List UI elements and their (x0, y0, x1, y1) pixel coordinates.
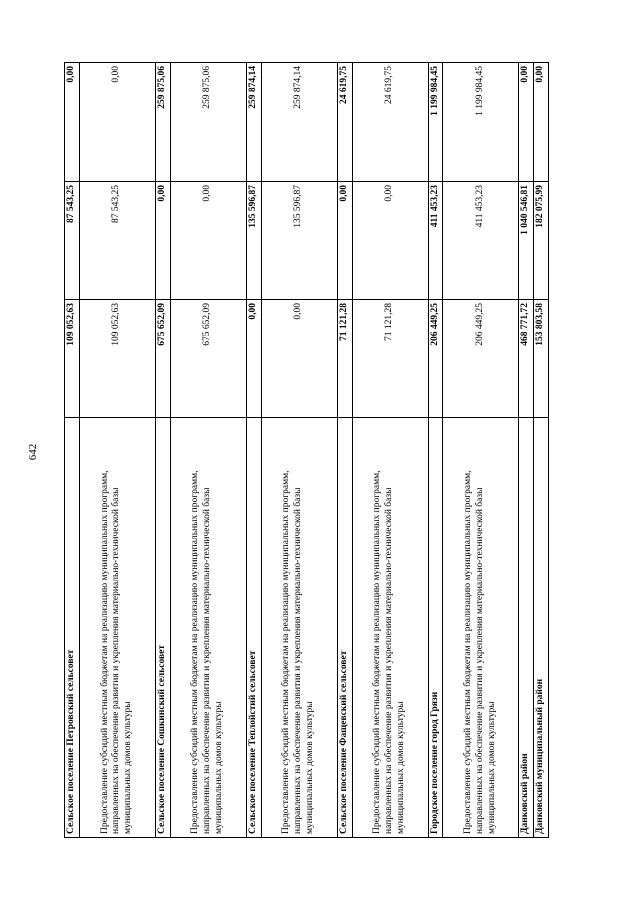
value-2019-cell: 71 121,28 (337, 300, 352, 418)
value-2020-cell: 0,00 (170, 182, 246, 300)
row-name-cell: Предоставление субсидий местным бюджетам на реализацию муниципальных программ, направленных на обеспечение развития и укрепления материально-технической базы муниципальных домов культуры (79, 418, 155, 838)
row-name-cell: Сельское поселение Фащевский сельсовет (337, 418, 352, 838)
row-name-cell: Сельское поселение Сошкинский сельсовет (155, 418, 170, 838)
value-2020-cell: 182 075,99 (534, 182, 549, 300)
value-2019-cell: 0,00 (261, 300, 337, 418)
table-row (261, 63, 337, 838)
table-row-total (534, 63, 549, 838)
value-2020-cell: 135 596,87 (246, 182, 261, 300)
value-2019-cell: 71 121,28 (352, 300, 428, 418)
table-row-total (155, 63, 170, 838)
value-2021-cell: 0,00 (65, 63, 80, 182)
value-2021-cell: 259 875,06 (170, 63, 246, 182)
value-2021-cell: 259 875,06 (155, 63, 170, 182)
value-2021-cell: 0,00 (519, 63, 534, 182)
value-2020-cell: 411 453,23 (428, 182, 443, 300)
table-row-total (337, 63, 352, 838)
value-2020-cell: 411 453,23 (443, 182, 519, 300)
row-name-cell: Данковский район (519, 418, 534, 838)
value-2020-cell: 1 040 546,81 (519, 182, 534, 300)
row-name-cell: Предоставление субсидий местным бюджетам на реализацию муниципальных программ, направленных на обеспечение развития и укрепления материально-технической базы муниципальных домов культуры (352, 418, 428, 838)
value-2019-cell: 0,00 (246, 300, 261, 418)
value-2021-cell: 0,00 (534, 63, 549, 182)
page-number: 642 (27, 443, 39, 461)
value-2021-cell: 1 199 984,45 (443, 63, 519, 182)
value-2019-cell: 109 052,63 (65, 300, 80, 418)
value-2020-cell: 0,00 (155, 182, 170, 300)
value-2020-cell: 87 543,25 (65, 182, 80, 300)
table-row (352, 63, 428, 838)
value-2021-cell: 0,00 (79, 63, 155, 182)
value-2019-cell: 468 771,72 (519, 300, 534, 418)
value-2021-cell: 1 199 984,45 (428, 63, 443, 182)
row-name-cell: Данковский муниципальный район (534, 418, 549, 838)
row-name-cell: Предоставление субсидий местным бюджетам на реализацию муниципальных программ, направленных на обеспечение развития и укрепления материально-технической базы муниципальных домов культуры (170, 418, 246, 838)
value-2021-cell: 259 874,14 (246, 63, 261, 182)
table-row (443, 63, 519, 838)
table-row-total (428, 63, 443, 838)
subsidy-table (64, 62, 549, 838)
value-2019-cell: 206 449,25 (428, 300, 443, 418)
table-row-total (519, 63, 534, 838)
value-2019-cell: 109 052,63 (79, 300, 155, 418)
table-row-total (65, 63, 80, 838)
row-name-cell: Городское поселение город Грязи (428, 418, 443, 838)
table-row (79, 63, 155, 838)
value-2021-cell: 24 619,75 (337, 63, 352, 182)
value-2019-cell: 153 803,58 (534, 300, 549, 418)
row-name-cell: Сельское поселение Теплойстий сельсовет (246, 418, 261, 838)
rotated-page-content (64, 63, 549, 838)
table-row (170, 63, 246, 838)
row-name-cell: Сельское поселение Петровский сельсовет (65, 418, 80, 838)
value-2021-cell: 24 619,75 (352, 63, 428, 182)
table-row-total (246, 63, 261, 838)
value-2021-cell: 259 874,14 (261, 63, 337, 182)
value-2019-cell: 675 652,09 (170, 300, 246, 418)
value-2020-cell: 0,00 (352, 182, 428, 300)
row-name-cell: Предоставление субсидий местным бюджетам на реализацию муниципальных программ, направленных на обеспечение развития и укрепления материально-технической базы муниципальных домов культуры (261, 418, 337, 838)
value-2020-cell: 135 596,87 (261, 182, 337, 300)
value-2019-cell: 675 652,09 (155, 300, 170, 418)
subsidy-table-body (65, 63, 549, 838)
row-name-cell: Предоставление субсидий местным бюджетам на реализацию муниципальных программ, направленных на обеспечение развития и укрепления материально-технической базы муниципальных домов культуры (443, 418, 519, 838)
value-2020-cell: 87 543,25 (79, 182, 155, 300)
value-2019-cell: 206 449,25 (443, 300, 519, 418)
value-2020-cell: 0,00 (337, 182, 352, 300)
